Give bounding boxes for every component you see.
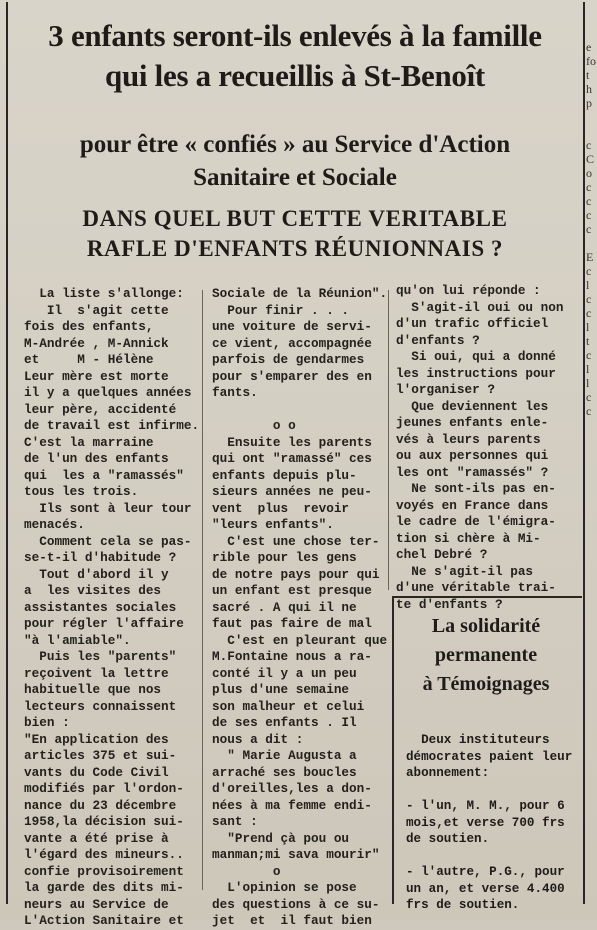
text-line: de ses enfants . Il bbox=[212, 715, 357, 730]
text-line: ce vient, accompagnée bbox=[212, 335, 372, 351]
text-line: sacré . A qui il ne bbox=[212, 599, 357, 615]
text-line: Leur mère est morte bbox=[24, 368, 169, 384]
text-line: qui ont "ramassé" ces bbox=[212, 451, 372, 466]
text-line: nées à ma femme endi- bbox=[212, 797, 372, 813]
text-line: - l'un, M. M., pour 6 bbox=[406, 799, 565, 813]
text-line: Ne sont-ils pas en- bbox=[396, 481, 556, 496]
text-line: vants du Code Civil bbox=[24, 764, 169, 780]
text-line bbox=[406, 782, 576, 799]
article-column-1 bbox=[24, 286, 200, 930]
subheadline-line-2: Sanitaire et Sociale bbox=[193, 164, 397, 191]
text-line: les ont "ramassés" ? bbox=[396, 464, 549, 480]
text-line: Ensuite les parents bbox=[212, 434, 372, 450]
text-line: La liste s'allonge: bbox=[24, 286, 184, 301]
text-line: l'égard des mineurs.. bbox=[24, 847, 184, 862]
text-line: sant : bbox=[212, 814, 258, 829]
subheadline bbox=[10, 128, 580, 194]
text-line: Pour finir . . . bbox=[212, 302, 350, 318]
text-line: le cadre de l'émigra- bbox=[396, 514, 556, 529]
question-line-2: RAFLE D'ENFANTS RÉUNIONNAIS ? bbox=[86, 236, 504, 261]
text-line: conté il y a un peu bbox=[212, 665, 357, 681]
text-line: bien : bbox=[24, 715, 70, 730]
text-line: Si oui, qui a donné bbox=[396, 349, 556, 364]
text-line: lecteurs connaissent bbox=[24, 698, 177, 714]
text-line: reçoivent la lettre bbox=[24, 665, 169, 681]
text-line: tion si chère à Mi- bbox=[396, 530, 541, 546]
text-line: Ils sont à leur tour bbox=[24, 500, 192, 516]
text-line: démocrates paient leur bbox=[406, 749, 573, 764]
text-line: rible pour les gens bbox=[212, 550, 357, 565]
text-line: - l'autre, P.G., pour bbox=[406, 865, 565, 879]
text-line: fois des enfants, bbox=[24, 319, 154, 334]
text-line: qui les a "ramassés" bbox=[24, 467, 184, 483]
text-line: manman;mi sava mourir" bbox=[212, 847, 380, 862]
text-line: chel Debré ? bbox=[396, 547, 488, 562]
text-line: et M - Hélène bbox=[24, 352, 154, 367]
text-line: voyés en France dans bbox=[396, 497, 549, 513]
text-line: C'est la marraine bbox=[24, 434, 154, 450]
text-line: enfants depuis plu- bbox=[212, 467, 357, 483]
text-line: un enfant est presque bbox=[212, 583, 372, 598]
text-line: son malheur et celui bbox=[212, 698, 365, 714]
text-line: fants. bbox=[212, 385, 258, 400]
text-line: vante a été prise à bbox=[24, 830, 169, 846]
text-line: leur père, accidenté bbox=[24, 401, 177, 417]
text-line bbox=[406, 848, 576, 865]
text-line: " Marie Augusta a bbox=[212, 748, 357, 763]
text-line: vent plus revoir bbox=[212, 500, 350, 516]
text-line: L'Action Sanitaire et bbox=[24, 913, 184, 928]
text-line: neurs au Service de bbox=[24, 896, 169, 912]
text-line: menacés. bbox=[24, 517, 85, 532]
text-line: une voiture de servi- bbox=[212, 319, 372, 334]
text-line: arraché ses boucles bbox=[212, 764, 357, 780]
text-line: pour s'emparer des en bbox=[212, 368, 372, 384]
text-line: Comment cela se pas- bbox=[24, 533, 192, 549]
text-line: sieurs années ne peu- bbox=[212, 484, 372, 499]
question-line-1: DANS QUEL BUT CETTE VERITABLE bbox=[82, 206, 508, 231]
box-title-line-1: La solidarité bbox=[431, 615, 541, 637]
text-line: abonnement: bbox=[406, 766, 490, 780]
headline-line-2: qui les a recueillis à St-Benoît bbox=[105, 58, 485, 93]
text-line: de l'un des enfants bbox=[24, 451, 169, 466]
text-line: jeunes enfants enle- bbox=[396, 415, 549, 430]
text-line: M-Andrée , M-Annick bbox=[24, 335, 169, 351]
text-line: nous a dit : bbox=[212, 731, 304, 747]
text-line: tous les trois. bbox=[24, 484, 139, 499]
text-line: te d'enfants ? bbox=[396, 596, 503, 612]
text-line: se-t-il d'habitude ? bbox=[24, 550, 177, 565]
article-column-3 bbox=[396, 283, 570, 613]
text-line: o bbox=[212, 863, 281, 879]
text-line: Que deviennent les bbox=[396, 398, 549, 414]
adjacent-column-fragment: e fo t h p c C o c c c c E c l c c l t c l l c c bbox=[586, 40, 596, 418]
text-line: "Prend çà pou ou bbox=[212, 830, 350, 846]
text-line: un an, et verse 4.400 bbox=[406, 881, 565, 896]
text-line: modifiés par l'ordon- bbox=[24, 781, 184, 796]
text-line: ou aux personnes qui bbox=[396, 448, 549, 463]
text-line bbox=[212, 402, 384, 419]
headline bbox=[10, 16, 580, 96]
text-line: de soutien. bbox=[406, 832, 490, 846]
question-headline bbox=[10, 204, 580, 264]
text-line: "En application des bbox=[24, 731, 169, 747]
text-line: 1958,la décision sui- bbox=[24, 814, 184, 829]
text-line: C'est en pleurant que bbox=[212, 632, 388, 648]
article-column-2 bbox=[212, 286, 388, 930]
text-line: M.Fontaine nous a ra- bbox=[212, 649, 372, 664]
text-line: L'opinion se pose bbox=[212, 880, 357, 895]
text-line: qu'on lui réponde : bbox=[396, 283, 541, 298]
text-line: jet et il faut bien bbox=[212, 913, 372, 928]
text-line: Sociale de la Réunion". bbox=[212, 286, 388, 301]
text-line: Il s'agit cette bbox=[24, 302, 169, 318]
text-line: mois,et verse 700 frs bbox=[406, 815, 565, 830]
text-line: les instructions pour bbox=[396, 365, 556, 381]
text-line: o o bbox=[212, 418, 296, 433]
solidarity-box-text bbox=[406, 732, 576, 914]
text-line: l'organiser ? bbox=[396, 382, 495, 397]
text-line: Tout d'abord il y bbox=[24, 566, 169, 582]
text-line: parfois de gendarmes bbox=[212, 352, 365, 367]
text-line: plus d'une semaine bbox=[212, 682, 350, 697]
text-line: frs de soutien. bbox=[406, 898, 520, 912]
text-line: confie provisoirement bbox=[24, 863, 184, 879]
text-line: Deux instituteurs bbox=[406, 733, 550, 747]
box-title-line-2: permanente bbox=[434, 644, 538, 666]
text-line: "à l'amiable". bbox=[24, 632, 131, 648]
text-line: S'agit-il oui ou non bbox=[396, 299, 564, 315]
text-line: "leurs enfants". bbox=[212, 517, 334, 532]
text-line: d'un trafic officiel bbox=[396, 316, 549, 331]
column-divider bbox=[388, 290, 389, 590]
box-title-line-3: à Témoignages bbox=[422, 673, 550, 695]
text-line: faut pas faire de mal bbox=[212, 616, 372, 631]
text-line: d'enfants ? bbox=[396, 332, 480, 348]
text-line: de notre pays pour qui bbox=[212, 566, 380, 582]
column-divider bbox=[202, 290, 203, 890]
text-line: C'est une chose ter- bbox=[212, 533, 380, 549]
subheadline-line-1: pour être « confiés » au Service d'Action bbox=[79, 131, 511, 158]
text-line: de travail est infirme. bbox=[24, 418, 200, 433]
text-line: articles 375 et sui- bbox=[24, 748, 177, 763]
text-line: pour régler l'affaire bbox=[24, 616, 184, 631]
text-line: Ne s'agit-il pas bbox=[396, 563, 534, 579]
text-line: assistantes sociales bbox=[24, 599, 177, 615]
text-line: d'une véritable trai- bbox=[396, 580, 556, 595]
text-line: habituelle que nos bbox=[24, 682, 162, 697]
text-line: la garde des dits mi- bbox=[24, 880, 184, 895]
text-line: a les visites des bbox=[24, 583, 162, 598]
text-line: nance du 23 décembre bbox=[24, 797, 177, 813]
text-line: vés à leurs parents bbox=[396, 431, 541, 447]
solidarity-box-title bbox=[400, 612, 572, 699]
text-line: d'oreilles,les a don- bbox=[212, 781, 372, 796]
headline-line-1: 3 enfants seront-ils enlevés à la famille bbox=[48, 18, 542, 53]
text-line: des questions à ce su- bbox=[212, 896, 380, 912]
text-line: il y a quelques années bbox=[24, 385, 192, 400]
text-line: Puis les "parents" bbox=[24, 649, 177, 664]
